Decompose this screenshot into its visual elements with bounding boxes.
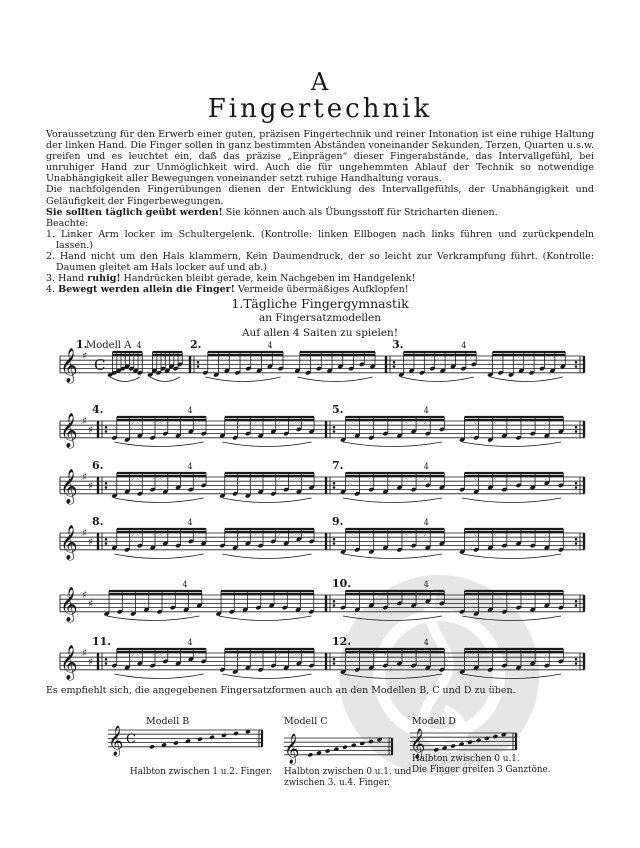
- repeat-dot: [393, 365, 396, 368]
- staff-system-4: [60, 515, 584, 561]
- repeat-dot: [105, 542, 108, 545]
- treble-clef-icon: 𝄞: [284, 734, 300, 764]
- exercise-number: 10.: [332, 577, 352, 590]
- exercise-number: 3.: [392, 338, 404, 351]
- slur: [462, 616, 561, 621]
- modell-c-caption-line-2: zwischen 3. u.4. Finger.: [284, 777, 391, 788]
- intro-daily-emphasis: Sie sollten täglich geübt werden!: [46, 206, 223, 218]
- finger-number: 4: [136, 341, 142, 350]
- repeat-dot: [333, 542, 336, 545]
- exercise-number: 7.: [332, 459, 344, 472]
- treble-clef-icon: 𝄞: [60, 645, 78, 680]
- note-head: [492, 734, 498, 739]
- note-head: [351, 743, 357, 748]
- slur: [343, 498, 442, 503]
- note-head: [307, 752, 313, 757]
- slur: [297, 377, 372, 382]
- note-head: [359, 741, 365, 746]
- intro-note-heading: Beachte:: [46, 217, 89, 229]
- slur: [219, 616, 312, 621]
- note-head: [325, 748, 331, 753]
- exercise-number: 4.: [92, 403, 104, 416]
- repeat-dot: [333, 430, 336, 433]
- modell-a-label: Modell A: [86, 340, 132, 351]
- sharp-icon: ♯: [88, 481, 93, 492]
- repeat-dot: [105, 430, 108, 433]
- repeat-dot: [197, 361, 200, 364]
- treble-clef-icon: 𝄞: [108, 726, 124, 756]
- note-head: [209, 735, 215, 740]
- slur: [110, 377, 140, 382]
- repeat-dot: [105, 538, 108, 541]
- exercise-title: 1.Tägliche Fingergymnastik: [231, 296, 409, 311]
- note-head: [221, 733, 227, 738]
- note-head: [342, 745, 348, 750]
- note-head: [233, 731, 239, 736]
- exercise-number: 5.: [332, 403, 344, 416]
- exercise-number: 11.: [92, 635, 112, 648]
- slur: [462, 498, 561, 503]
- sharp-icon: ♯: [82, 351, 87, 362]
- repeat-dot: [105, 658, 108, 661]
- exercise-subtitle: an Fingersatzmodellen: [258, 312, 382, 324]
- exercise-number: 6.: [92, 459, 104, 472]
- exercise-number: 12.: [332, 635, 352, 648]
- finger-number: 4: [182, 580, 188, 589]
- sharp-icon: ♯: [82, 590, 87, 601]
- modell-b-caption-line-1: Halbton zwischen 1 u.2. Finger.: [130, 767, 272, 777]
- repeat-dot: [197, 365, 200, 368]
- slur: [490, 377, 563, 382]
- treble-clef-icon: 𝄞: [60, 413, 78, 448]
- intro-paragraph-1: Voraussetzung für den Erwerb einer guten, präzisen Fingertechnik und reiner Intonation ist eine ruhige Haltung der linken Hand. Die Finger sollen in ganz bestimmten Abständen voneinander Sekunden, Terzen, Quarten u.s.w. greifen und es leuchtet ein, daß das präzise „Einprägen“ dieser Fingerabstände, das Intervallgefühl, bei unruhiger Hand zur Unmöglichkeit wird. Auch die für ungehemmten Ablauf der Technik so notwendige Unabhängigkeit aller Bewegungen voneinander setzt ruhige Handhaltung voraus.: [46, 129, 594, 185]
- finger-number: 4: [187, 638, 193, 647]
- repeat-dot: [333, 662, 336, 665]
- intro-item-4-pre: 4.: [46, 284, 59, 296]
- intro-paragraph-2: Die nachfolgenden Fingerübungen dienen der Entwicklung des Intervallgefühls, der Unabhängigkeit und Geläufigkeit der Fingerbewegungen.: [46, 184, 594, 207]
- repeat-dot: [575, 426, 578, 429]
- model-staff-b: [108, 725, 262, 757]
- repeat-dot: [333, 486, 336, 489]
- modell-d-caption: [412, 754, 551, 775]
- treble-clef-icon: 𝄞: [60, 587, 78, 622]
- intro-item-3-bold: ruhig!: [87, 273, 121, 285]
- common-time-icon: C: [94, 356, 106, 374]
- repeat-dot: [105, 662, 108, 665]
- slur: [222, 554, 311, 559]
- repeat-dot: [575, 658, 578, 661]
- repeat-dot: [575, 604, 578, 607]
- modell-d-caption-line-2: Die Finger greifen 3 Ganztöne.: [412, 764, 551, 775]
- exercise-number: 2.: [190, 338, 202, 351]
- modell-d-caption-line-1: Halbton zwischen 0 u.1.: [412, 754, 520, 764]
- repeat-dot: [575, 365, 578, 368]
- modell-d-label: Modell D: [412, 716, 456, 727]
- modell-c-caption-line-1: Halbton zwischen 0 u.1. und: [284, 767, 412, 777]
- repeat-dot: [105, 486, 108, 489]
- model-staff-c: [284, 733, 392, 765]
- slur: [462, 442, 561, 447]
- intro-item-3-rest: Handrücken bleibt gerade, kein Nachgeben im Handgelenk!: [120, 273, 416, 285]
- slur: [401, 377, 474, 382]
- treble-clef-icon: 𝄞: [60, 525, 78, 560]
- modell-c-label: Modell C: [284, 716, 328, 727]
- repeat-dot: [393, 361, 396, 364]
- repeat-dot: [575, 430, 578, 433]
- slur: [150, 377, 180, 382]
- repeat-dot: [575, 538, 578, 541]
- repeat-dot: [333, 604, 336, 607]
- repeat-dot: [575, 482, 578, 485]
- slur: [114, 442, 203, 447]
- repeat-dot: [333, 426, 336, 429]
- finger-number: 4: [461, 341, 467, 350]
- repeat-dot: [575, 361, 578, 364]
- slur: [343, 442, 442, 447]
- slur: [462, 674, 561, 679]
- finger-number: 4: [423, 406, 429, 415]
- repeat-dot: [105, 482, 108, 485]
- repeat-dot: [575, 662, 578, 665]
- staff-system-5: [60, 577, 584, 623]
- sharp-icon: ♯: [88, 537, 93, 548]
- slur: [222, 498, 311, 503]
- slur: [462, 554, 561, 559]
- intro-item-4-rest: Vermeide übermäßiges Aufklopfen!: [234, 284, 409, 296]
- slur: [343, 674, 442, 679]
- finger-number: 4: [187, 406, 193, 415]
- exercise-number: 8.: [92, 515, 104, 528]
- repeat-dot: [333, 482, 336, 485]
- note-head: [368, 739, 374, 744]
- finger-number: 4: [423, 638, 429, 647]
- repeat-dot: [333, 538, 336, 541]
- slur: [222, 674, 311, 679]
- exercise-instruction: Auf allen 4 Saiten zu spielen!: [241, 327, 399, 339]
- section-letter: A: [310, 68, 330, 96]
- staff-system-3: [60, 459, 584, 505]
- slur: [343, 554, 442, 559]
- finger-number: 4: [267, 341, 273, 350]
- modell-b-label: Modell B: [146, 716, 190, 727]
- repeat-dot: [333, 658, 336, 661]
- slur: [222, 442, 311, 447]
- slur: [205, 377, 280, 382]
- sharp-icon: ♯: [88, 425, 93, 436]
- repeat-dot: [575, 486, 578, 489]
- intro-item-1: 1. Linker Arm locker im Schultergelenk. (Kontrolle: linken Ellbogen nach links führen und zurückpendeln lassen.): [46, 228, 594, 251]
- sharp-icon: ♯: [88, 599, 93, 610]
- intro-item-3-pre: 3. Hand: [46, 273, 88, 285]
- slur: [114, 498, 203, 503]
- sharp-icon: ♯: [82, 528, 87, 539]
- finger-number: 4: [423, 518, 429, 527]
- note-head: [173, 740, 179, 745]
- note-head: [467, 740, 473, 745]
- recommendation-text: Es empfiehlt sich, die angegebenen Fingersatzformen auch an den Modellen B, C und D zu üben.: [46, 685, 516, 696]
- finger-number: 4: [423, 462, 429, 471]
- note-head: [433, 747, 439, 752]
- exercise-number: 9.: [332, 515, 344, 528]
- note-head: [149, 744, 155, 749]
- finger-number: 4: [187, 462, 193, 471]
- repeat-dot: [105, 426, 108, 429]
- treble-clef-icon: 𝄞: [60, 469, 78, 504]
- finger-number: 4: [423, 580, 429, 589]
- sharp-icon: ♯: [82, 416, 87, 427]
- staff-system-2: [60, 403, 584, 449]
- intro-paragraph-3-rest: Sie können auch als Übungsstoff für Stricharten dienen.: [222, 206, 498, 218]
- sharp-icon: ♯: [82, 472, 87, 483]
- staff-system-1: [60, 338, 584, 384]
- repeat-dot: [575, 542, 578, 545]
- note-head: [450, 743, 456, 748]
- section-title: Fingertechnik: [207, 94, 433, 124]
- repeat-dot: [575, 600, 578, 603]
- repeat-dot: [333, 600, 336, 603]
- modell-c-caption: [284, 767, 411, 788]
- treble-clef-icon: 𝄞: [60, 348, 78, 383]
- intro-item-4-bold: Bewegt werden allein die Finger!: [58, 284, 235, 296]
- common-time-icon: C: [126, 732, 136, 747]
- note-head: [197, 737, 203, 742]
- treble-clef-icon: 𝄞: [410, 729, 426, 759]
- sharp-icon: ♯: [88, 657, 93, 668]
- sharp-icon: ♯: [82, 648, 87, 659]
- modell-b-caption: [130, 767, 272, 778]
- slur: [343, 616, 442, 621]
- slur: [107, 616, 200, 621]
- note-head: [475, 738, 481, 743]
- slur: [114, 674, 203, 679]
- finger-number: 4: [187, 518, 193, 527]
- note-head: [484, 736, 490, 741]
- intro-item-2: 2. Hand nicht um den Hals klammern, Kein Daumendruck, der so leicht zur Verkrampfung führt. (Kontrolle: Daumen gleitet am Hals locker auf und ab.): [46, 251, 594, 274]
- slur: [114, 554, 203, 559]
- staff-system-6: [60, 635, 584, 681]
- exercise-number: 1.: [76, 338, 88, 351]
